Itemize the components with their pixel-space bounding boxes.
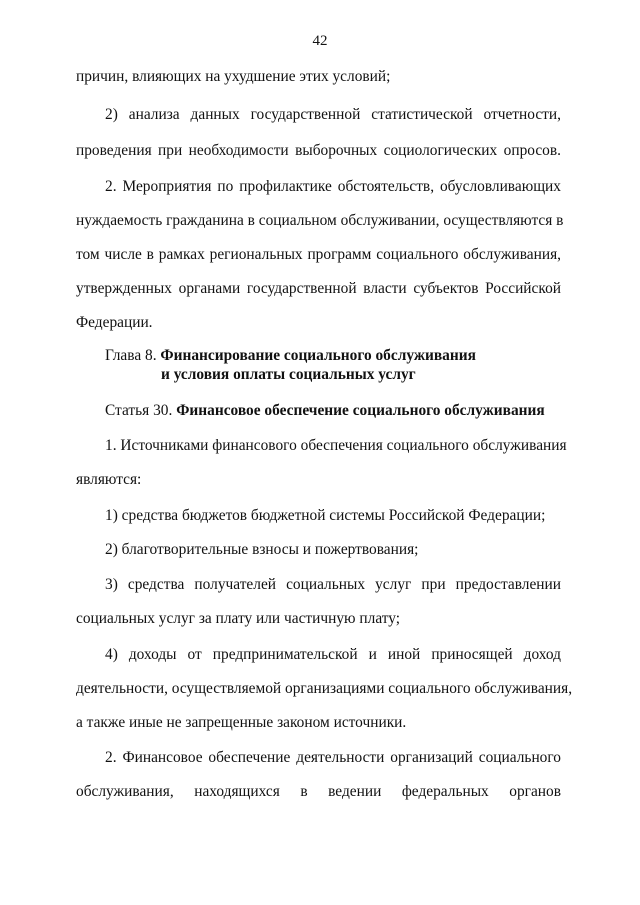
text-line: обслуживания, находящихся в ведении федеральных органов	[76, 783, 561, 800]
text-line: а также иные не запрещенные законом источники.	[76, 714, 407, 731]
text-line: причин, влияющих на ухудшение этих условий;	[76, 68, 391, 85]
article-heading	[105, 401, 561, 421]
chapter-title-line2: и условия оплаты социальных услуг	[161, 366, 416, 383]
article-title: Финансовое обеспечение социального обслуживания	[176, 402, 545, 419]
text-line: утвержденных органами государственной власти субъектов Российской	[76, 280, 561, 297]
text-line: социальных услуг за плату или частичную плату;	[76, 610, 401, 627]
text-line: Федерации.	[76, 314, 153, 331]
text-line: 1. Источниками финансового обеспечения социального обслуживания	[105, 437, 567, 454]
text-line: 2. Финансовое обеспечение деятельности организаций социального	[105, 749, 561, 766]
chapter-title-line1: Финансирование социального обслуживания	[160, 347, 476, 364]
text-line: являются:	[76, 471, 142, 488]
list-item: 1) средства бюджетов бюджетной системы Российской Федерации;	[105, 507, 546, 524]
text-line: 2. Мероприятия по профилактике обстоятельств, обусловливающих	[105, 178, 561, 195]
text-line: деятельности, осуществляемой организациями социального обслуживания,	[76, 680, 573, 697]
list-item: 3) средства получателей социальных услуг при предоставлении	[105, 576, 561, 593]
chapter-prefix: Глава 8.	[105, 347, 157, 364]
chapter-heading	[105, 346, 561, 366]
text-line: том числе в рамках региональных программ социального обслуживания,	[76, 246, 561, 263]
list-item: 2) благотворительные взносы и пожертвования;	[105, 541, 419, 558]
text-line: 2) анализа данных государственной статистической отчетности,	[105, 106, 561, 123]
text-line: нуждаемость гражданина в социальном обслуживании, осуществляются в	[76, 212, 564, 229]
text-line: проведения при необходимости выборочных социологических опросов.	[76, 142, 561, 159]
page-number: 42	[312, 33, 328, 49]
article-prefix: Статья 30.	[105, 402, 173, 419]
list-item: 4) доходы от предпринимательской и иной приносящей доход	[105, 646, 561, 663]
